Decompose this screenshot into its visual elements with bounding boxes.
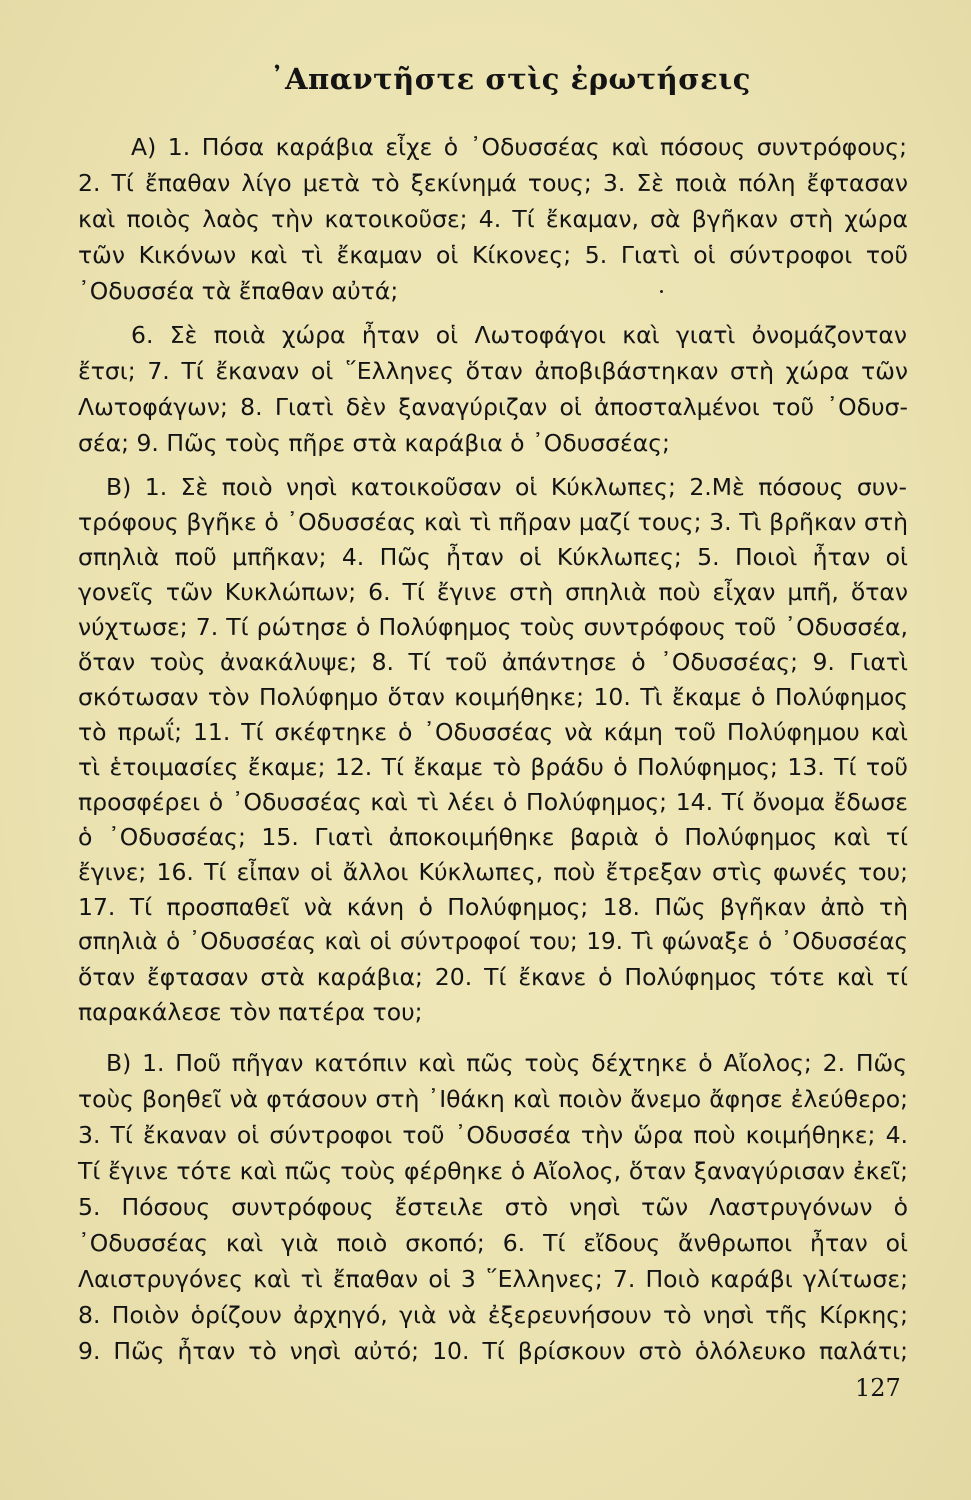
text-line: προσφέρει ὁ ᾿Οδυσσέας καὶ τὶ λέει ὁ Πολύφημος; 14. Τί ὄνομα ἔδωσε xyxy=(78,788,908,816)
text-line: 3. Τί ἔκαναν οἱ σύντροφοι τοῦ ᾿Οδυσσέα τὴν ὥρα ποὺ κοιμήθηκε; 4. xyxy=(78,1121,908,1149)
text-line: ὅταν τοὺς ἀνακάλυψε; 8. Τί τοῦ ἀπάντησε ὁ ᾿Οδυσσέας; 9. Γιατὶ xyxy=(78,648,908,676)
text-line: νύχτωσε; 7. Τί ρώτησε ὁ Πολύφημος τοὺς συντρόφους τοῦ ᾿Οδυσσέα, xyxy=(78,613,908,641)
text-line: 17. Τί προσπαθεῖ νὰ κάνη ὁ Πολύφημος; 18. Πῶς βγῆκαν ἀπὸ τὴ xyxy=(78,893,908,921)
page-number: 127 xyxy=(855,1374,901,1402)
text-line: τὸ πρωΐ; 11. Τί σκέφτηκε ὁ ᾿Οδυσσέας νὰ κάμη τοῦ Πολύφημου καὶ xyxy=(78,718,908,746)
text-line: ἔγινε; 16. Τί εἶπαν οἱ ἄλλοι Κύκλωπες, ποὺ ἔτρεξαν στὶς φωνές του; xyxy=(78,858,908,886)
print-speck xyxy=(660,290,663,293)
text-line: ὅταν ἔφτασαν στὰ καράβια; 20. Τί ἔκανε ὁ Πολύφημος τότε καὶ τί xyxy=(78,963,908,991)
text-line: 6. Σὲ ποιὰ χώρα ἦταν οἱ Λωτοφάγοι καὶ γιατὶ ὀνομάζονταν xyxy=(131,321,907,349)
text-line: Β) 1. Σὲ ποιὸ νησὶ κατοικοῦσαν οἱ Κύκλωπες; 2.Μὲ πόσους συν- xyxy=(106,473,907,501)
text-line: Λωτοφάγων; 8. Γιατὶ δὲν ξαναγύριζαν οἱ ἀποσταλμένοι τοῦ ᾿Οδυσ- xyxy=(78,393,908,421)
text-line: τοὺς βοηθεῖ νὰ φτάσουν στὴ ᾿Ιθάκη καὶ ποιὸν ἄνεμο ἄφησε ἐλεύθερο; xyxy=(78,1085,908,1113)
text-line: σκότωσαν τὸν Πολύφημο ὅταν κοιμήθηκε; 10. Τὶ ἔκαμε ὁ Πολύφημος xyxy=(78,683,908,711)
text-line: τρόφους βγῆκε ὁ ᾿Οδυσσέας καὶ τὶ πῆραν μαζί τους; 3. Τὶ βρῆκαν στὴ xyxy=(78,508,908,536)
text-line: τῶν Κικόνων καὶ τὶ ἔκαμαν οἱ Κίκονες; 5. Γιατὶ οἱ σύντροφοι τοῦ xyxy=(78,241,908,269)
text-line: Α) 1. Πόσα καράβια εἶχε ὁ ᾿Οδυσσέας καὶ πόσους συντρόφους; xyxy=(131,133,907,161)
text-line: 5. Πόσους συντρόφους ἔστειλε στὸ νησὶ τῶν Λαστρυγόνων ὁ xyxy=(78,1193,908,1221)
text-line: 9. Πῶς ἦταν τὸ νησὶ αὐτό; 10. Τί βρίσκουν στὸ ὁλόλευκο παλάτι; xyxy=(78,1337,908,1365)
text-line: τὶ ἑτοιμασίες ἔκαμε; 12. Τί ἔκαμε τὸ βράδυ ὁ Πολύφημος; 13. Τί τοῦ xyxy=(78,753,908,781)
text-line: Β) 1. Ποῦ πῆγαν κατόπιν καὶ πῶς τοὺς δέχτηκε ὁ Αἴολος; 2. Πῶς xyxy=(106,1049,907,1077)
text-line: 2. Τί ἔπαθαν λίγο μετὰ τὸ ξεκίνημά τους; 3. Σὲ ποιὰ πόλη ἔφτασαν xyxy=(78,169,908,197)
page-title: ᾿Απαντῆστε στὶς ἐρωτήσεις xyxy=(270,62,751,96)
text-line: σπηλιὰ ὁ ᾿Οδυσσέας καὶ οἱ σύντροφοί του; 19. Τὶ φώναξε ὁ ᾿Οδυσσέας xyxy=(78,929,908,955)
text-line: παρακάλεσε τὸν πατέρα του; xyxy=(78,998,423,1026)
text-line: ᾿Οδυσσέας καὶ γιὰ ποιὸ σκοπό; 6. Τί εἴδους ἄνθρωποι ἦταν οἱ xyxy=(78,1229,908,1257)
text-line: ὁ ᾿Οδυσσέας; 15. Γιατὶ ἀποκοιμήθηκε βαριὰ ὁ Πολύφημος καὶ τί xyxy=(78,823,908,851)
text-line: 8. Ποιὸν ὁρίζουν ἀρχηγό, γιὰ νὰ ἐξερευνήσουν τὸ νησὶ τῆς Κίρκης; xyxy=(78,1301,908,1329)
text-line: Τί ἔγινε τότε καὶ πῶς τοὺς φέρθηκε ὁ Αἴολος, ὅταν ξαναγύρισαν ἐκεῖ; xyxy=(78,1157,908,1185)
text-line: γονεῖς τῶν Κυκλώπων; 6. Τί ἔγινε στὴ σπηλιὰ ποὺ εἶχαν μπῆ, ὅταν xyxy=(78,578,908,606)
text-line: καὶ ποιὸς λαὸς τὴν κατοικοῦσε; 4. Τί ἔκαμαν, σὰ βγῆκαν στὴ χώρα xyxy=(78,205,908,233)
text-line: Λαιστρυγόνες καὶ τὶ ἔπαθαν οἱ 3 ῞Ελληνες; 7. Ποιὸ καράβι γλίτωσε; xyxy=(78,1265,908,1293)
text-line: σπηλιὰ ποῦ μπῆκαν; 4. Πῶς ἦταν οἱ Κύκλωπες; 5. Ποιοὶ ἦταν οἱ xyxy=(78,543,908,571)
text-line: σέα; 9. Πῶς τοὺς πῆρε στὰ καράβια ὁ ᾿Οδυσσέας; xyxy=(78,429,670,457)
text-line: ᾿Οδυσσέα τὰ ἔπαθαν αὐτά; xyxy=(78,277,399,305)
text-line: ἔτσι; 7. Τί ἔκαναν οἱ ῞Ελληνες ὅταν ἀποβιβάστηκαν στὴ χώρα τῶν xyxy=(78,357,908,385)
